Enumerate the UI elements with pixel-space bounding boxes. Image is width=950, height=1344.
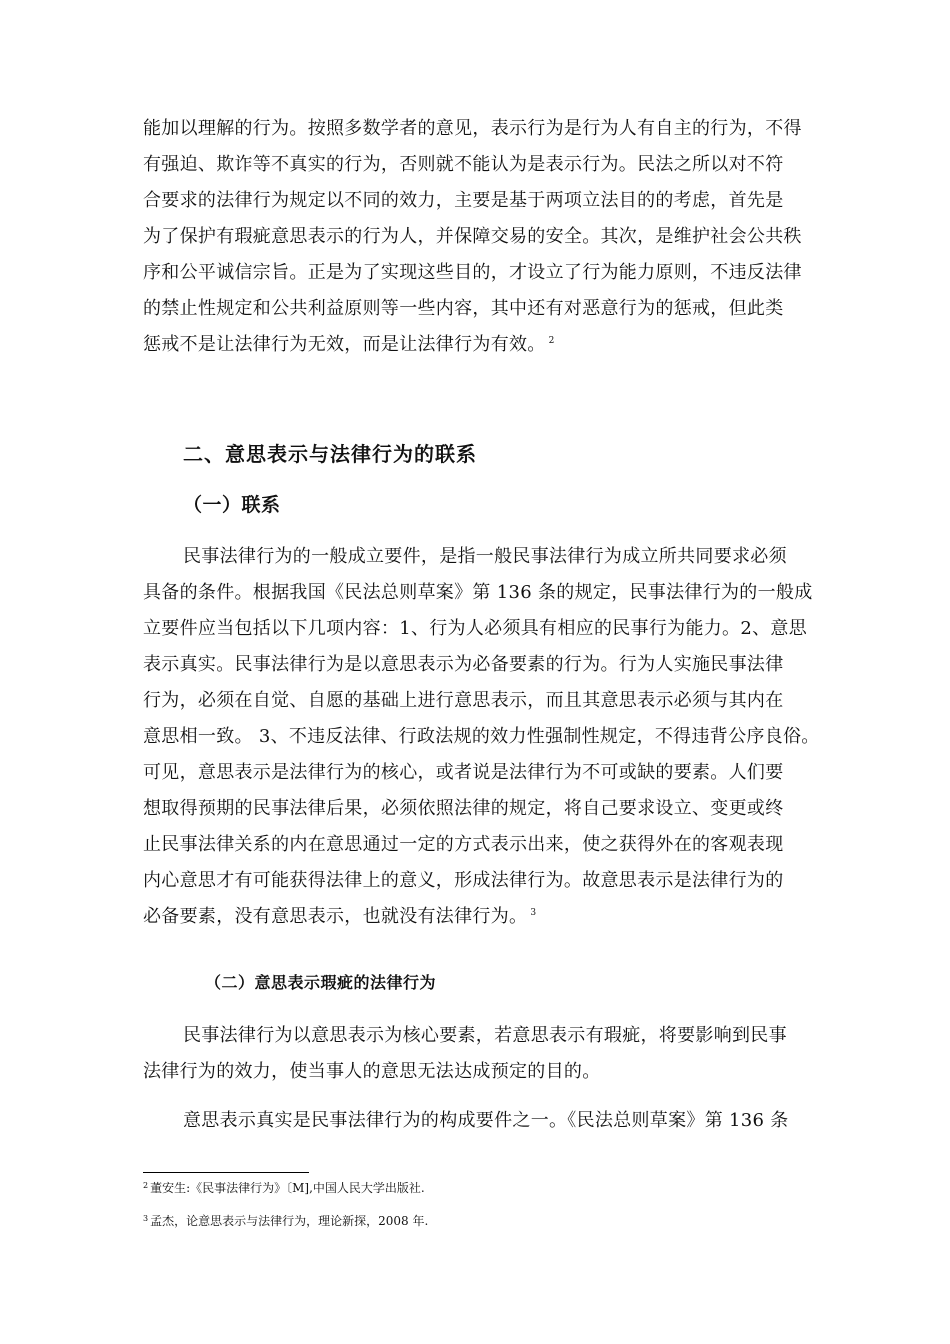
footnote-text: 孟杰，论意思表示与法律行为，理论新探，2008 年. [150,1214,429,1228]
text-line [143,334,555,356]
text-line: 序和公平诚信宗旨。正是为了实现这些目的，才设立了行为能力原则，不违反法律 [143,262,802,283]
text-line: 能加以理解的行为。按照多数学者的意见，表示行为是行为人有自主的行为，不得 [143,118,802,139]
subsection-heading-2: （二）意思表示瑕疵的法律行为 [205,973,437,992]
section-heading: 二、意思表示与法律行为的联系 [183,442,477,466]
text-line: 意思表示真实是民事法律行为的构成要件之一。《民法总则草案》第 136 条 [183,1110,789,1131]
footnote-number: 3 [143,1214,149,1223]
text-line: 合要求的法律行为规定以不同的效力，主要是基于两项立法目的的考虑，首先是 [143,190,784,211]
text-line: 为了保护有瑕疵意思表示的行为人，并保障交易的安全。其次，是维护社会公共秩 [143,226,802,247]
text-line: 意思相一致。 3、不违反法律、行政法规的效力性强制性规定，不得违背公序良俗。 [143,726,820,747]
text-line: 法律行为的效力，使当事人的意思无法达成预定的目的。 [143,1061,601,1082]
footnote-3 [143,1213,428,1229]
text-line [143,906,536,928]
footnote-ref[interactable]: 3 [530,908,537,918]
footnote-ref[interactable]: 2 [548,336,555,346]
text-line: 行为，必须在自觉、自愿的基础上进行意思表示，而且其意思表示必须与其内在 [143,690,784,711]
text-line: 具备的条件。根据我国《民法总则草案》第 136 条的规定，民事法律行为的一般成 [143,582,813,603]
text-line: 内心意思才有可能获得法律上的意义，形成法律行为。故意思表示是法律行为的 [143,870,784,891]
footnote-2 [143,1180,425,1196]
text-line: 想取得预期的民事法律后果，必须依照法律的规定，将自己要求设立、变更或终 [143,798,784,819]
text-line: 可见，意思表示是法律行为的核心，或者说是法律行为不可或缺的要素。人们要 [143,762,784,783]
text-line: 的禁止性规定和公共利益原则等一些内容，其中还有对恶意行为的惩戒，但此类 [143,298,784,319]
footnote-text: 董安生:《民事法律行为》〔M],中国人民大学出版社. [150,1181,425,1195]
text-line: 立要件应当包括以下几项内容：1、行为人必须具有相应的民事行为能力。2、意思 [143,618,808,639]
text-line: 民事法律行为的一般成立要件，是指一般民事法律行为成立所共同要求必须 [183,546,787,567]
text-line-content: 惩戒不是让法律行为无效，而是让法律行为有效。 [143,334,546,355]
subsection-heading-1: （一）联系 [183,494,281,516]
text-line-content: 必备要素，没有意思表示，也就没有法律行为。 [143,906,528,927]
text-line: 止民事法律关系的内在意思通过一定的方式表示出来，使之获得外在的客观表现 [143,834,784,855]
text-line: 有强迫、欺诈等不真实的行为，否则就不能认为是表示行为。民法之所以对不符 [143,154,784,175]
footnote-number: 2 [143,1181,149,1190]
text-line: 表示真实。民事法律行为是以意思表示为必备要素的行为。行为人实施民事法律 [143,654,784,675]
footnote-divider [143,1172,309,1173]
text-line: 民事法律行为以意思表示为核心要素，若意思表示有瑕疵，将要影响到民事 [183,1025,787,1046]
